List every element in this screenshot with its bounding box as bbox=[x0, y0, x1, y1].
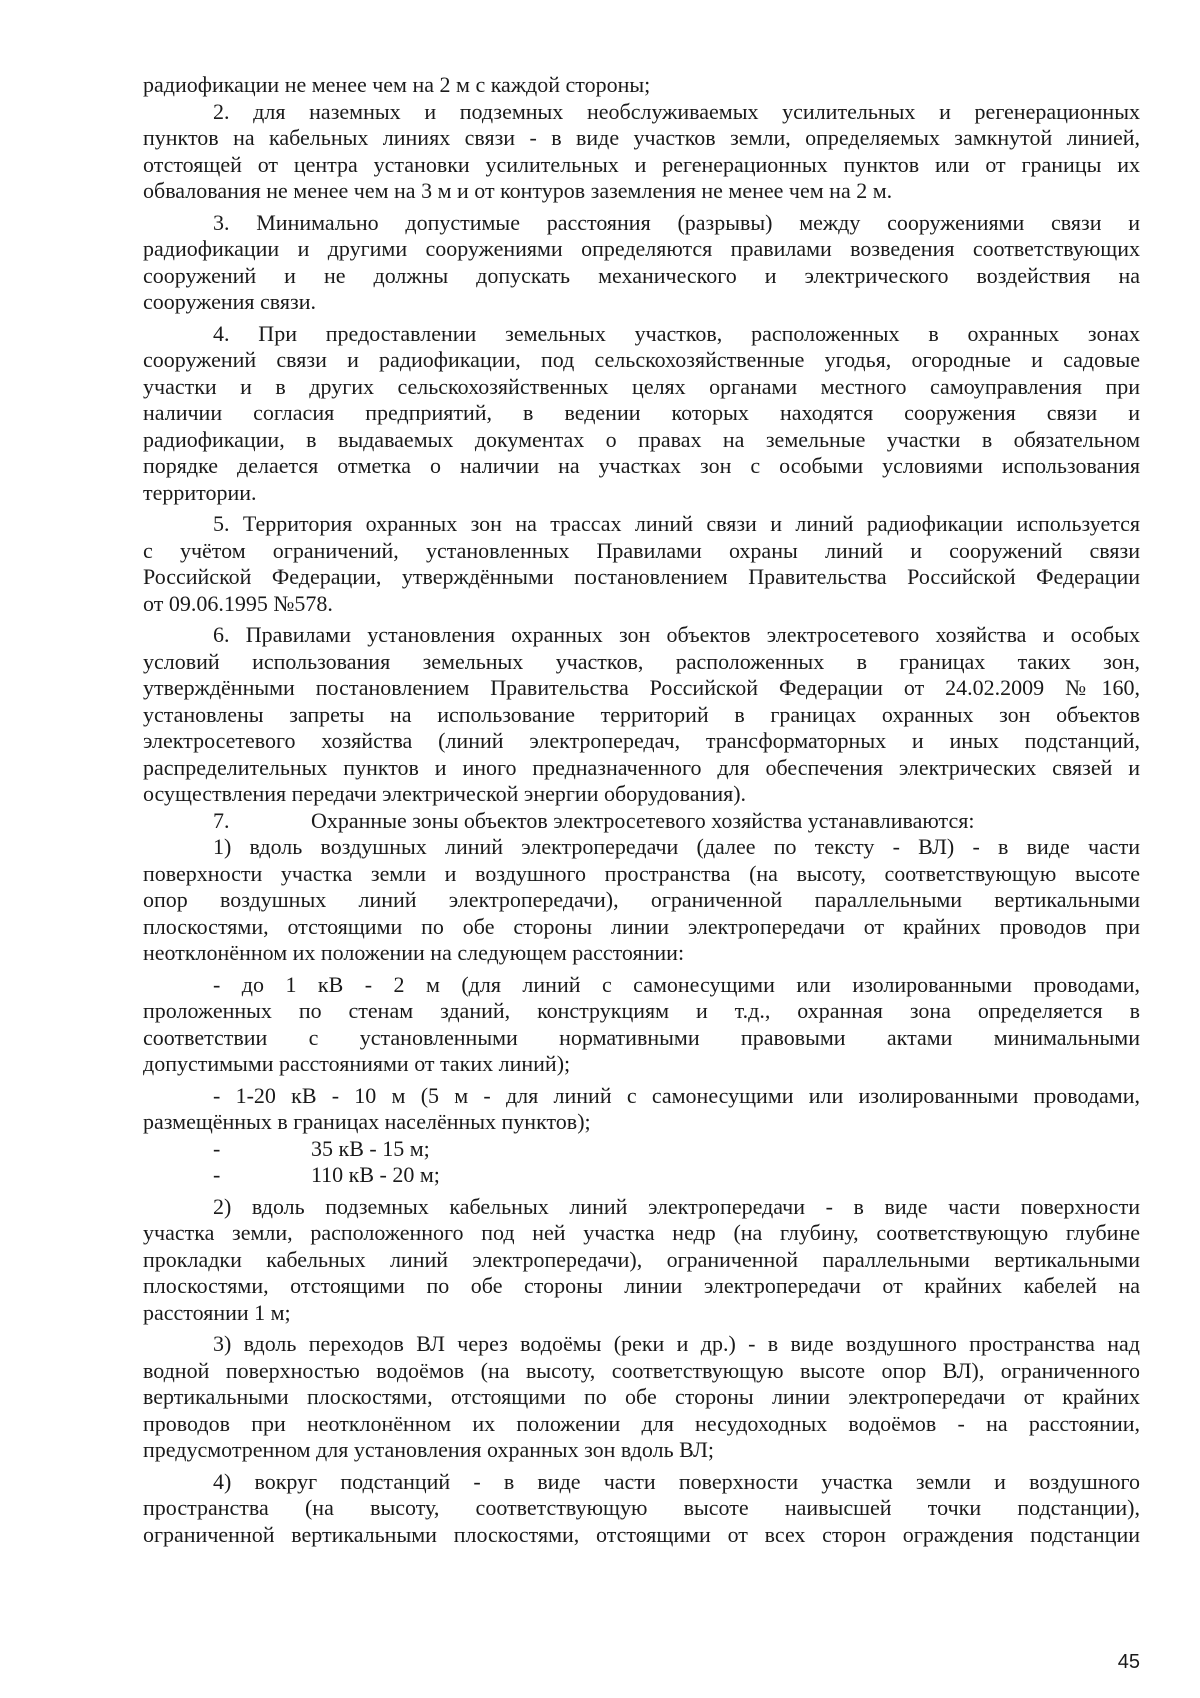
text-line: размещённых в границах населённых пунктов); bbox=[143, 1109, 591, 1134]
text-line: водной поверхностью водоёмов (на высоту, соответствующую высоте опор ВЛ), ограниченного bbox=[143, 1357, 1140, 1383]
text-line: допустимыми расстояниями от таких линий); bbox=[143, 1051, 571, 1076]
text-line: обвалования не менее чем на 3 м и от контуров заземления не менее чем на 2 м. bbox=[143, 178, 893, 203]
text-line: 2) вдоль подземных кабельных линий электропередачи - в виде части поверхности bbox=[213, 1193, 1140, 1219]
text-line: участки и в других сельскохозяйственных целях органами местного самоуправления при bbox=[143, 373, 1140, 399]
text-line: радиофикации, в выдаваемых документах о правах на земельные участки в обязательном bbox=[143, 426, 1140, 452]
text-line: радиофикации и другими сооружениями определяются правилами возведения соответствующих bbox=[143, 236, 1140, 261]
text-line: установлены запреты на использование территорий в границах охранных зон объектов bbox=[143, 701, 1140, 727]
item-7-heading bbox=[143, 808, 1140, 835]
text-line: отстоящей от центра установки усилительных и регенерационных пунктов или от границы их bbox=[143, 151, 1140, 177]
text-line: прокладки кабельных линий электропередачи), ограниченной параллельными вертикальными bbox=[143, 1246, 1140, 1272]
text-line: распределительных пунктов и иного предназначенного для обеспечения электрических связей и bbox=[143, 754, 1140, 780]
item-text: Охранные зоны объектов электросетевого хозяйства устанавливаются: bbox=[311, 807, 975, 833]
text-line: поверхности участка земли и воздушного пространства (на высоту, соответствующую высоте bbox=[143, 860, 1140, 886]
text-line: радиофикации не менее чем на 2 м с каждой стороны; bbox=[143, 72, 651, 97]
text-line: наличии согласия предприятий, в ведении которых находятся сооружения связи и bbox=[143, 400, 1140, 425]
voltage-item-110kv bbox=[143, 1162, 1140, 1189]
text-line: вертикальными плоскостями, отстоящими по обе стороны линии электропередачи от крайних bbox=[143, 1384, 1140, 1409]
text-line: 3. Минимально допустимые расстояния (разрывы) между сооружениями связи и bbox=[213, 209, 1140, 235]
text-line: плоскостями, отстоящими по обе стороны линии электропередачи от крайних кабелей на bbox=[143, 1273, 1140, 1298]
item-text: 110 кВ - 20 м; bbox=[311, 1162, 440, 1187]
text-line: территории. bbox=[143, 479, 257, 505]
text-line: 3) вдоль переходов ВЛ через водоёмы (реки и др.) - в виде воздушного пространства над bbox=[213, 1331, 1140, 1356]
text-line: осуществления передачи электрической энергии оборудования). bbox=[143, 781, 747, 806]
text-line: от 09.06.1995 №578. bbox=[143, 590, 333, 616]
text-line: Российской Федерации, утверждёнными постановлением Правительства Российской Федерации bbox=[143, 564, 1140, 589]
text-line: опор воздушных линий электропередачи), ограниченной параллельными вертикальными bbox=[143, 887, 1140, 912]
text-line: - до 1 кВ - 2 м (для линий с самонесущими или изолированными проводами, bbox=[213, 971, 1140, 997]
text-line: сооружения связи. bbox=[143, 289, 316, 314]
page-number: 45 bbox=[1117, 1651, 1140, 1673]
text-line: условий использования земельных участков, расположенных в границах таких зон, bbox=[143, 648, 1140, 674]
text-line: 4. При предоставлении земельных участков, расположенных в охранных зонах bbox=[213, 320, 1140, 346]
text-line: сооружений и не должны допускать механического и электрического воздействия на bbox=[143, 262, 1140, 288]
text-line: проложенных по стенам зданий, конструкциям и т.д., охранная зона определяется в bbox=[143, 998, 1140, 1023]
dash-marker: - bbox=[213, 1135, 221, 1161]
text-line: пространства (на высоту, соответствующую высоте наивысшей точки подстанции), bbox=[143, 1495, 1140, 1520]
text-line: с учётом ограничений, установленных Правилами охраны линий и сооружений связи bbox=[143, 537, 1140, 563]
text-line: порядке делается отметка о наличии на участках зон с особыми условиями использования bbox=[143, 453, 1140, 478]
text-line: предусмотренном для установления охранных зон вдоль ВЛ; bbox=[143, 1437, 715, 1462]
text-line: расстоянии 1 м; bbox=[143, 1299, 291, 1325]
voltage-item-35kv bbox=[143, 1136, 1140, 1163]
text-line: электросетевого хозяйства (линий электропередач, трансформаторных и иных подстанций, bbox=[143, 728, 1140, 753]
text-line: проводов при неотклонённом их положении для несудоходных водоёмов - на расстоянии, bbox=[143, 1410, 1140, 1436]
text-line: 5. Территория охранных зон на трассах линий связи и линий радиофикации используется bbox=[213, 511, 1140, 536]
text-line: 1) вдоль воздушных линий электропередачи (далее по тексту - ВЛ) - в виде части bbox=[213, 834, 1140, 859]
text-line: 6. Правилами установления охранных зон объектов электросетевого хозяйства и особых bbox=[213, 622, 1140, 647]
text-line: сооружений связи и радиофикации, под сельскохозяйственные угодья, огородные и садовые bbox=[143, 347, 1140, 372]
text-line: - 1-20 кВ - 10 м (5 м - для линий с самонесущими или изолированными проводами, bbox=[213, 1082, 1140, 1108]
text-line: соответствии с установленными нормативными правовыми актами минимальными bbox=[143, 1024, 1140, 1050]
item-number: 7. bbox=[213, 807, 230, 833]
text-line: 2. для наземных и подземных необслуживаемых усилительных и регенерационных bbox=[213, 98, 1140, 124]
text-line: плоскостями, отстоящими по обе стороны линии электропередачи от крайних проводов при bbox=[143, 913, 1140, 939]
text-line: ограниченной вертикальными плоскостями, отстоящими от всех сторон ограждения подстанции bbox=[143, 1521, 1140, 1547]
text-line: утверждёнными постановлением Правительства Российской Федерации от 24.02.2009 №160, bbox=[143, 675, 1140, 700]
item-text: 35 кВ - 15 м; bbox=[311, 1135, 430, 1161]
text-line: пунктов на кабельных линиях связи - в виде участков земли, определяемых замкнутой линией, bbox=[143, 125, 1140, 150]
dash-marker: - bbox=[213, 1162, 221, 1187]
text-line: неотклонённом их положении на следующем расстоянии: bbox=[143, 940, 685, 965]
document-body bbox=[143, 72, 1140, 1548]
text-line: 4) вокруг подстанций - в виде части поверхности участка земли и воздушного bbox=[213, 1468, 1140, 1494]
text-line: участка земли, расположенного под ней участка недр (на глубину, соответствующую глубине bbox=[143, 1220, 1140, 1245]
